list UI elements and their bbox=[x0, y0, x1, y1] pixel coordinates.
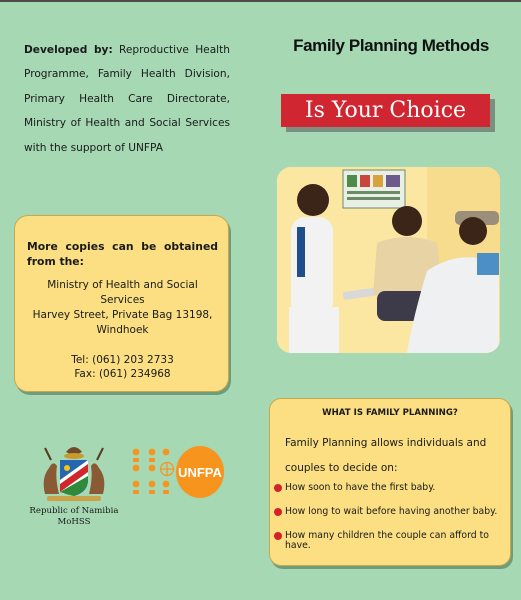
fax: Fax: (061) 234968 bbox=[74, 368, 171, 380]
consultation-photo bbox=[277, 167, 500, 353]
fp-bullet-text: How long to wait before having another baby. bbox=[285, 506, 498, 517]
crest-caption-ministry: MoHSS bbox=[57, 517, 91, 527]
coat-of-arms-icon bbox=[39, 442, 109, 502]
fp-bullet-item bbox=[274, 507, 510, 517]
fp-bullet-text: How many children the couple can afford to have. bbox=[285, 530, 489, 551]
fp-bullet-text: How soon to have the first baby. bbox=[285, 482, 436, 493]
unfpa-logo bbox=[132, 446, 224, 502]
developed-by-body: Reproductive Health Programme, Family Health Division, Primary Health Care Directorate, Ministry of Health and Social Services with the support of UNFPA bbox=[24, 44, 230, 154]
telephone: Tel: (061) 203 2733 bbox=[71, 354, 174, 366]
fp-bullet-item bbox=[274, 483, 510, 493]
fp-intro: Family Planning allows individuals and couples to decide on: bbox=[285, 437, 487, 474]
copies-contact bbox=[27, 353, 218, 381]
copies-lead: More copies can be obtained from the: bbox=[27, 240, 218, 268]
red-bullet-icon bbox=[274, 508, 282, 516]
copies-address bbox=[27, 278, 218, 338]
top-border bbox=[0, 0, 521, 2]
developed-by-text bbox=[24, 38, 230, 160]
woman-figure bbox=[459, 217, 487, 245]
copies-box bbox=[14, 215, 229, 392]
address-line: Harvey Street, Private Bag 13198, bbox=[32, 309, 213, 321]
fp-bullet-item bbox=[274, 531, 510, 551]
namibia-coat-of-arms bbox=[28, 442, 120, 528]
address-line: Windhoek bbox=[96, 324, 149, 336]
crest-caption-country: Republic of Namibia bbox=[29, 506, 119, 516]
family-planning-box bbox=[269, 398, 511, 566]
nurse-figure bbox=[297, 184, 329, 216]
people-dots-icon bbox=[133, 449, 170, 494]
developed-by-label: Developed by: bbox=[24, 44, 113, 56]
page-title: Family Planning Methods bbox=[293, 36, 489, 55]
address-line: Ministry of Health and Social Services bbox=[47, 279, 198, 306]
man-figure bbox=[392, 206, 422, 236]
choice-banner: Is Your Choice bbox=[281, 94, 490, 127]
red-bullet-icon bbox=[274, 484, 282, 492]
fp-heading: WHAT IS FAMILY PLANNING? bbox=[322, 408, 458, 418]
red-bullet-icon bbox=[274, 532, 282, 540]
un-emblem-icon bbox=[161, 463, 174, 476]
unfpa-wordmark: UNFPA bbox=[178, 465, 222, 480]
